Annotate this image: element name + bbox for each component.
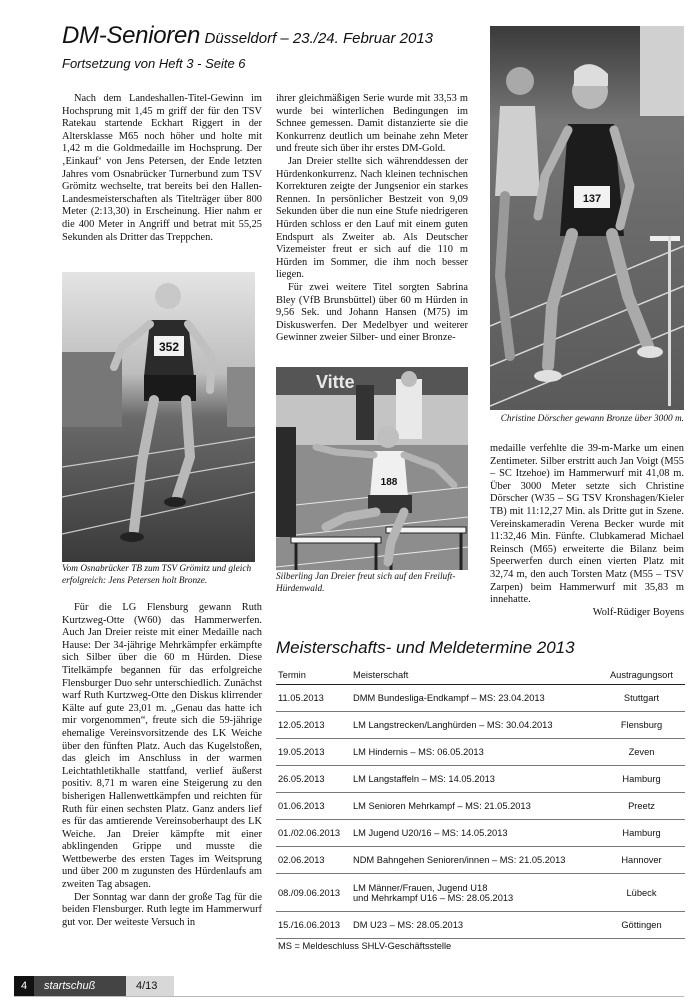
schedule-row <box>276 685 685 712</box>
schedule-row <box>276 793 685 820</box>
magazine-name: startschuß <box>34 976 126 996</box>
schedule-row <box>276 874 685 912</box>
row-event: LM Langstrecken/Langhürden – MS: 30.04.2013 <box>351 712 598 739</box>
title-main: DM-Senioren <box>62 22 201 49</box>
article-subtitle: Fortsetzung von Heft 3 - Seite 6 <box>62 56 246 71</box>
schedule-row <box>276 820 685 847</box>
schedule-row <box>276 766 685 793</box>
row-event: LM Jugend U20/16 – MS: 14.05.2013 <box>351 820 598 847</box>
row-event-line-1: LM Männer/Frauen, Jugend U18 <box>353 882 488 893</box>
issue-number: 4/13 <box>126 976 174 996</box>
row-date: 01./02.06.2013 <box>276 820 351 847</box>
row-place: Lübeck <box>598 874 685 912</box>
row-event: LM Senioren Mehrkampf – MS: 21.05.2013 <box>351 793 598 820</box>
row-date: 15./16.06.2013 <box>276 912 351 939</box>
row-event: DMM Bundesliga-Endkampf – MS: 23.04.2013 <box>351 685 598 712</box>
caption-photo-3: Christine Dörscher gewann Bronze über 3000 m. <box>500 414 684 424</box>
row-date: 11.05.2013 <box>276 685 351 712</box>
row-date: 19.05.2013 <box>276 739 351 766</box>
paragraph: Jan Dreier stellte sich währenddessen der Hürdenkonkurrenz. Nach kleinen technischen Korrekturen zeigte der Jungsenior ein starkes Rennen. In persönlicher Bestzeit von 9,09 Sekunden über die nun eine Stufe niedrigeren Hürden schloss er den Lauf mit einem guten Endspurt als Zweiter ab. Als Deutscher Vizemeister freut er sich auf die 110 m Hürden im Sommer, die ihm noch besser liegen. <box>276 155 468 281</box>
row-date: 12.05.2013 <box>276 712 351 739</box>
article-column-3 <box>490 443 684 619</box>
header-date: Termin <box>276 666 351 685</box>
article-column-1-bottom <box>62 602 262 972</box>
page-footer <box>14 976 174 996</box>
header-event: Meisterschaft <box>351 666 598 685</box>
schedule-note: MS = Meldeschluss SHLV-Geschäftsstelle <box>278 941 452 951</box>
photo-christine-doerscher <box>490 26 684 410</box>
bib-number: 137 <box>582 193 602 205</box>
row-event-line-2: und Mehrkampf U16 – MS: 28.05.2013 <box>353 892 514 903</box>
paragraph: Der Sonntag war dann der große Tag für die beiden Flensburger. Ruth legte im Hammerwurf gut vor. Der weiteste Versuch in <box>62 891 262 928</box>
bib-number: 188 <box>380 477 398 488</box>
schedule-table <box>276 666 685 939</box>
row-place: Hamburg <box>598 820 685 847</box>
schedule-header-row <box>276 666 685 685</box>
paragraph: medaille verfehlte die 39-m-Marke um einen Zentimeter. Silber erstritt auch Jan Voigt (M55 – SC Itzehoe) im Hammerwurf mit 41,08 m. Über 3000 Meter setzte sich Christine Dörscher (W35 – SG TSV Kronshagen/Kieler TB) mit 11:12,27 Min. als Dritte gut in Szene. Vereinskameradin Verena Becker wurde mit 11:32,46 Min. Fünfte. Clubkamerad Michael Reinsch (M65) erweiterte die Bilanz beim Speerwerfen durch einen vierten Platz mit 32,74 m, den auch Torsten Matz (M55 – TSV Zarpen) beim Hammerwurf mit 35,83 m innehatte. <box>490 443 684 606</box>
photo-jens-petersen <box>62 272 255 562</box>
paragraph: Für die LG Flensburg gewann Ruth Kurtzweg-Otte (W60) das Hammerwerfen. Auch Jan Dreier reiste mit einer Medaille nach Hause: Der 34-jährige Mehrkämpfer erkämpfte sich Silber über die 60 m Hürden. Diese Titelkämpfe begannen für das erfolgreiche Flensburger Duo sehr unterschiedlich. Zunächst warf Ruth Kurtzweg-Otte den Diskus klirrender Kälte auf gute 23,01 m. „Genau das hatte ich mir vorgenommen“, freute sich die 59-jährige ehemalige Vereinsvorsitzende des LK Weiche über den fünften Platz. Auch das Kugelstoßen, das gleich im Anschluss in der warmen Leichtathletikhalle stattfand, verlief äußerst positiv. 8,71 m waren eine Steigerung zu den bisherigen Hallenwettkämpfen und reichten für Ruth für einen sechsten Platz. Ganz anders lief es für das amtierende Vereinsoberhaupt des LK Weiche. Jan Dreier kämpfte mit einer abklingenden Grippe und musste die Wettbewerbe des ersten Tages im Weitsprung und über 200 m zugunsten des Hürdenlaufs am zweiten Tag absagen. <box>62 602 262 891</box>
article-column-2 <box>276 93 468 345</box>
row-date: 02.06.2013 <box>276 847 351 874</box>
schedule-row <box>276 739 685 766</box>
bib-number: 352 <box>158 340 180 354</box>
schedule-row <box>276 712 685 739</box>
page-number: 4 <box>14 976 34 996</box>
footer-rule <box>14 996 684 997</box>
row-event: DM U23 – MS: 28.05.2013 <box>351 912 598 939</box>
article-title <box>62 22 482 50</box>
photo-jan-dreier <box>276 367 468 570</box>
row-place: Zeven <box>598 739 685 766</box>
row-date: 26.05.2013 <box>276 766 351 793</box>
row-date: 08./09.06.2013 <box>276 874 351 912</box>
header-place: Austragungsort <box>598 666 685 685</box>
caption-photo-2: Silberling Jan Dreier freut sich auf den Freiluft-Hürdenwald. <box>276 572 456 594</box>
author-signature: Wolf-Rüdiger Boyens <box>592 606 684 618</box>
row-event <box>351 874 598 912</box>
row-place: Preetz <box>598 793 685 820</box>
title-place: Düsseldorf – 23./24. Februar 2013 <box>204 30 434 47</box>
paragraph: ihrer gleichmäßigen Serie wurde mit 33,53 m wurde bei winterlichen Bedingungen im Schnee gemessen. Damit distanzierte sie die Konkurrenz deutlich um beinahe zehn Meter und freute sich über ihr erstes DM-Gold. <box>276 93 468 155</box>
row-place: Flensburg <box>598 712 685 739</box>
row-place: Hannover <box>598 847 685 874</box>
schedule-row <box>276 912 685 939</box>
row-event: NDM Bahngehen Senioren/innen – MS: 21.05.2013 <box>351 847 598 874</box>
article-column-1-top <box>62 93 262 244</box>
row-event: LM Langstaffeln – MS: 14.05.2013 <box>351 766 598 793</box>
row-place: Hamburg <box>598 766 685 793</box>
row-date: 01.06.2013 <box>276 793 351 820</box>
caption-photo-1: Vom Osnabrücker TB zum TSV Grömitz und gleich erfolgreich: Jens Petersen holt Bronze. <box>62 564 252 586</box>
paragraph: Für zwei weitere Titel sorgten Sabrina Bley (VfB Brunsbüttel) über 60 m Hürden in 9,56 Sek. und Johann Hansen (M75) im Diskuswerfen. Der Medelbyer und weiterer Gewinner zweier Silber- und einer Bronze- <box>276 281 468 344</box>
row-place: Göttingen <box>598 912 685 939</box>
schedule-row <box>276 847 685 874</box>
row-event: LM Hindernis – MS: 06.05.2013 <box>351 739 598 766</box>
paragraph: Nach dem Landeshallen-Titel-Gewinn im Hochsprung mit 1,45 m griff der für den TSV Ratekau startende Eckhart Riggert in der Altersklasse M65 noch höher und holte mit 1,42 m die Goldmedaille im Hochsprung. Der ‚Einkauf‘ von Jens Petersen, der Ende letzten Jahres vom Osnabrücker Turnerbund zum TSV Grömitz wechselte, trat bereits bei den Hallen-Landesmeisterschaften als Titelträger über 800 Meter (2:13,30) in Erscheinung. Hier nahm er die 400 Meter in Angriff und betrat mit 55,25 Sekunden als Dritter das Treppchen. <box>62 93 262 243</box>
schedule-title: Meisterschafts- und Meldetermine 2013 <box>276 638 575 657</box>
banner-text: Vitte <box>316 372 355 392</box>
row-place: Stuttgart <box>598 685 685 712</box>
